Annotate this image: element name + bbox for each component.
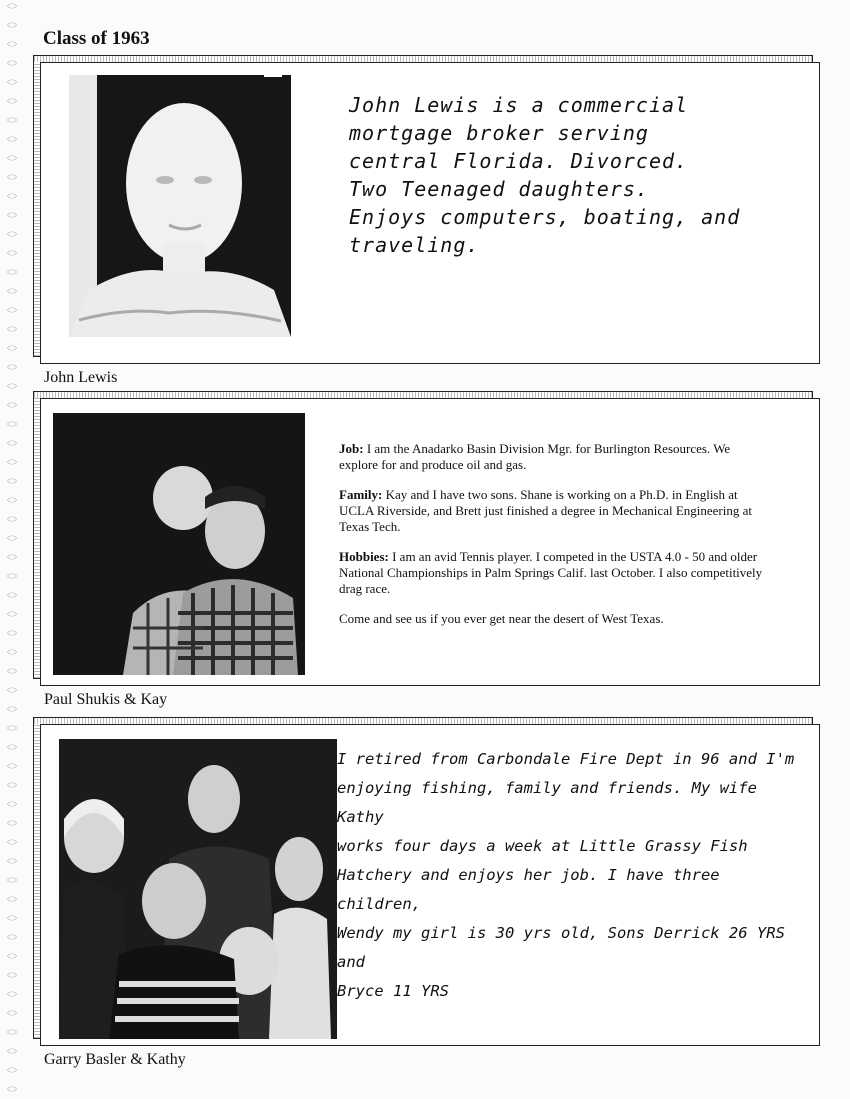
family-text: Kay and I have two sons. Shane is working on a Ph.D. in English at UCLA Riverside, and Brett just finished a degree in Mechanical Engineering at Texas Tech.	[339, 487, 752, 534]
photo-paul-shukis-kay	[53, 413, 305, 675]
caption-john-lewis: John Lewis	[44, 369, 118, 386]
family-portrait-graphic	[59, 739, 337, 1039]
family-paragraph	[339, 487, 769, 535]
handwritten-note: I retired from Carbondale Fire Dept in 96 and I'm enjoying fishing, family and friends. My wife Kathy works four days a week at Little Grassy Fish Hatchery and enjoys her job. I have three children, Wendy my girl is 30 yrs old, Sons Derrick 26 YRS and Bryce 11 YRS	[337, 750, 795, 1000]
job-text: I am the Anadarko Basin Division Mgr. for Burlington Resources. We explore for and produce oil and gas.	[339, 441, 731, 472]
hobbies-paragraph	[339, 549, 769, 597]
profile-card-john-lewis	[40, 62, 820, 364]
handwritten-note: John Lewis is a commercial mortgage broker serving central Florida. Divorced. Two Teenaged daughters. Enjoys computers, boating, and traveling.	[349, 93, 741, 257]
caption-paul-shukis-kay: Paul Shukis & Kay	[44, 691, 168, 708]
hobbies-label: Hobbies:	[339, 549, 389, 564]
profile-card-garry-basler	[40, 724, 820, 1046]
photo-garry-basler-family	[59, 739, 337, 1039]
family-label: Family:	[339, 487, 383, 502]
page-title: Class of 1963	[43, 28, 150, 49]
photo-john-lewis	[69, 75, 291, 337]
caption-garry-basler-kathy: Garry Basler & Kathy	[44, 1051, 186, 1068]
job-label: Job:	[339, 441, 364, 456]
profile-card-paul-shukis	[40, 398, 820, 686]
couple-portrait-graphic	[53, 413, 305, 675]
spiral-binding	[2, 0, 24, 1099]
closing-paragraph: Come and see us if you ever get near the desert of West Texas.	[339, 611, 664, 626]
job-paragraph	[339, 441, 769, 473]
portrait-graphic	[69, 75, 291, 337]
profile-text-paul-shukis	[339, 441, 769, 641]
hobbies-text: I am an avid Tennis player. I competed in the USTA 4.0 - 50 and older National Championships in Palm Springs Calif. last October. I also competitively drag race.	[339, 549, 763, 596]
